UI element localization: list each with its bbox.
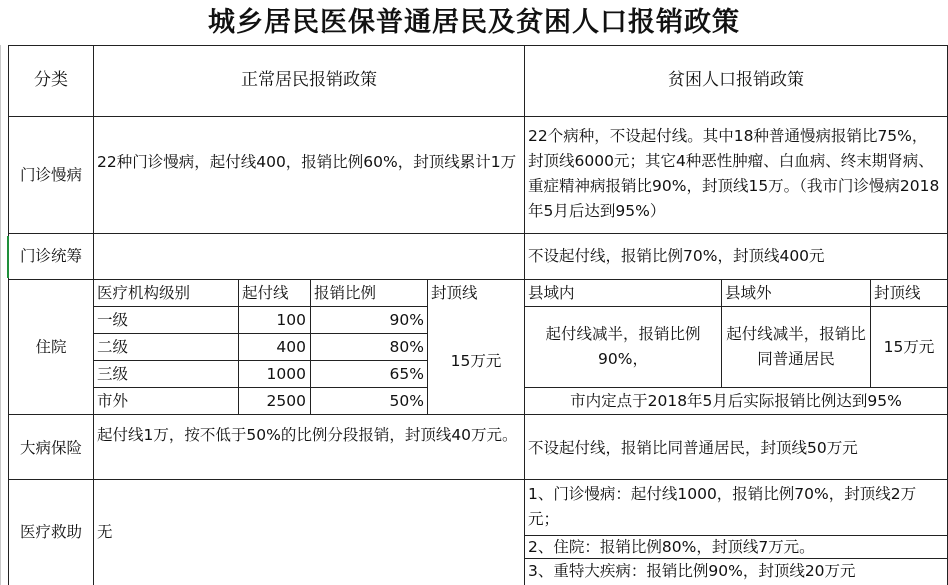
grid-line: [93, 45, 94, 585]
inpatient-header-level: 医疗机构级别: [97, 284, 191, 302]
header-poor-policy: 贫困人口报销政策: [668, 70, 804, 90]
grid-line: [94, 306, 427, 307]
critical-poor-policy: 不设起付线，报销比同普通居民，封顶线50万元: [528, 439, 858, 457]
inpatient-header-out-county: 县域外: [725, 284, 772, 302]
row-label-critical: 大病保险: [19, 439, 82, 457]
grid-line: [870, 279, 871, 387]
grid-line: [8, 233, 948, 234]
grid-line: [8, 479, 948, 480]
page-title: 城乡居民医保普通居民及贫困人口报销政策: [208, 7, 740, 38]
inpatient-poor-note: 市内定点于2018年5月后实际报销比例达到95%: [570, 392, 902, 410]
inpatient-header-cap: 封顶线: [431, 284, 478, 302]
inpatient-deductible: 400: [276, 338, 306, 356]
inpatient-header-deductible: 起付线: [242, 284, 289, 302]
grid-line: [721, 279, 722, 387]
inpatient-normal-cap: 15万元: [450, 352, 502, 370]
critical-normal-policy: 起付线1万，按不低于50%的比例分段报销，封顶线40万元。: [97, 426, 518, 444]
inpatient-out-county-policy: 起付线减半，报销比同普通居民: [726, 325, 866, 368]
grid-line: [94, 387, 427, 388]
inpatient-level: 二级: [97, 338, 129, 356]
chronic-poor-policy: 22个病种，不设起付线。其中18种普通慢病报销比75%，封顶线6000元；其它4种恶性肿瘤、白血病、终末期肾病、重症精神病报销比90%，封顶线15万。（我市门诊慢病2018年5月后达到95%）: [528, 127, 940, 220]
grid-line: [524, 45, 525, 585]
inpatient-ratio: 50%: [389, 392, 424, 410]
row-label-inpatient: 住院: [35, 338, 67, 356]
sheet-gridline: [0, 45, 1, 585]
aid-poor-item: 2、住院：报销比例80%，封顶线7万元。: [528, 538, 815, 556]
inpatient-deductible: 100: [276, 311, 306, 329]
inpatient-level: 三级: [97, 365, 129, 383]
header-category: 分类: [34, 70, 68, 90]
aid-normal-policy: 无: [97, 523, 113, 541]
inpatient-header-ratio: 报销比例: [314, 284, 377, 302]
grid-line: [8, 45, 9, 585]
inpatient-in-county-policy: 起付线减半，报销比例90%，: [545, 325, 701, 368]
chronic-normal-policy: 22种门诊慢病，起付线400，报销比例60%，封顶线累计1万: [97, 153, 517, 171]
inpatient-ratio: 65%: [389, 365, 424, 383]
inpatient-header-in-county: 县域内: [528, 284, 575, 302]
grid-line: [524, 306, 948, 307]
inpatient-header-poor-cap: 封顶线: [874, 284, 921, 302]
aid-poor-item: 1、门诊慢病：起付线1000，报销比例70%，封顶线2万元；: [528, 485, 917, 528]
grid-line: [8, 116, 948, 117]
grid-line: [94, 360, 427, 361]
header-normal-policy: 正常居民报销政策: [241, 70, 377, 90]
inpatient-level: 一级: [97, 311, 129, 329]
inpatient-ratio: 90%: [389, 311, 424, 329]
grid-line: [94, 333, 427, 334]
inpatient-ratio: 80%: [389, 338, 424, 356]
row-label-pooling: 门诊统筹: [19, 247, 82, 265]
aid-poor-item: 3、重特大疾病：报销比例90%，封顶线20万元: [528, 562, 856, 580]
grid-line: [8, 45, 948, 46]
row-label-aid: 医疗救助: [19, 523, 82, 541]
grid-line: [427, 279, 428, 414]
row-label-chronic: 门诊慢病: [19, 166, 82, 184]
pooling-poor-policy: 不设起付线，报销比例70%，封顶线400元: [528, 247, 825, 265]
inpatient-deductible: 1000: [266, 365, 306, 383]
inpatient-level: 市外: [97, 392, 129, 410]
inpatient-poor-cap: 15万元: [883, 338, 935, 356]
inpatient-deductible: 2500: [266, 392, 306, 410]
grid-line: [8, 279, 948, 280]
grid-line: [8, 414, 948, 415]
grid-line: [524, 387, 948, 388]
